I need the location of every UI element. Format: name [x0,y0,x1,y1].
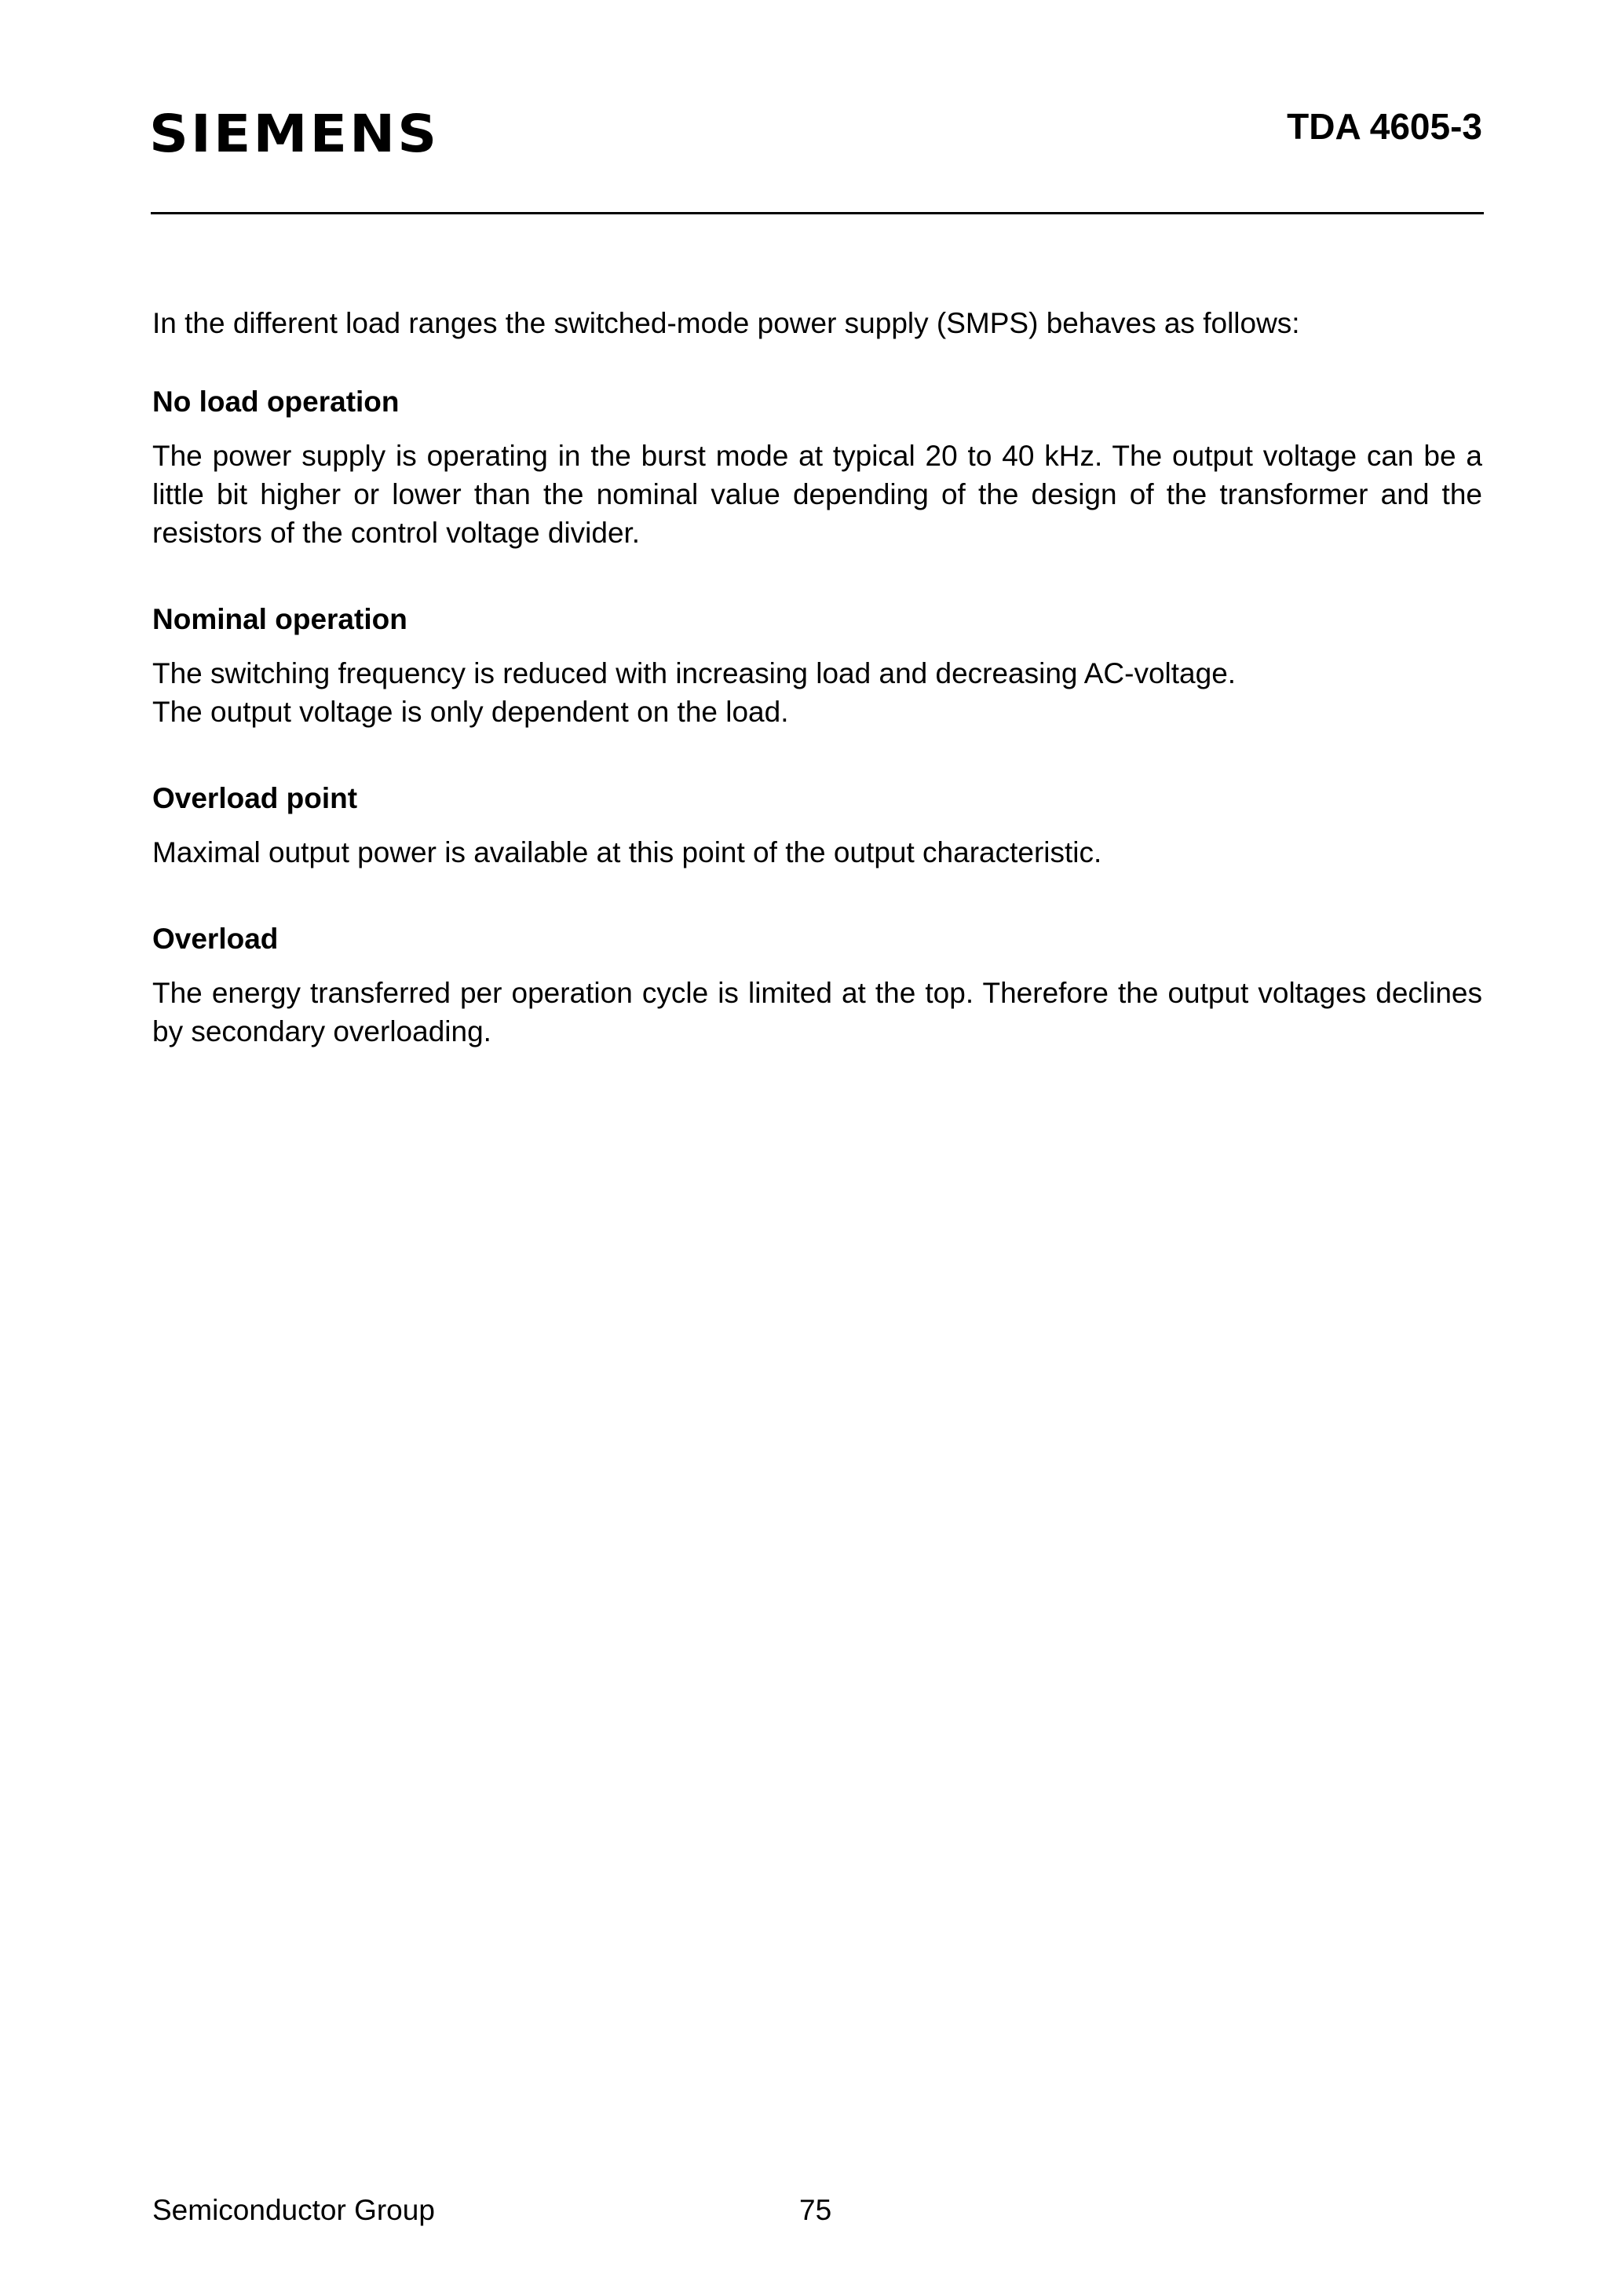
section-heading: Overload point [152,782,358,814]
section-body [152,654,1482,731]
section-body: Maximal output power is available at this point of the output characteristic. [152,836,1102,868]
section-nominal-operation [152,601,1482,731]
siemens-logo: SIEMENS [149,104,440,164]
section-no-load-operation [152,383,1482,552]
body-line: The switching frequency is reduced with increasing load and decreasing AC-voltage. [152,657,1237,689]
section-heading: Nominal operation [152,603,407,635]
body-line: The output voltage is only dependent on the load. [152,696,789,728]
document-id: TDA 4605-3 [1287,106,1482,147]
section-body: The energy transferred per operation cycle is limited at the top. Therefore the output voltages declines by secondary overloading. [152,977,1482,1047]
section-heading: Overload [152,923,279,955]
section-body: The power supply is operating in the burst mode at typical 20 to 40 kHz. The output voltage can be a little bit higher or lower than the nominal value depending of the design of the transformer and the resistors of the control voltage divider. [152,440,1482,549]
header-divider [151,212,1484,214]
section-heading: No load operation [152,386,400,418]
section-overload [152,920,1482,1051]
section-overload-point [152,780,1482,872]
intro-paragraph: In the different load ranges the switched-mode power supply (SMPS) behaves as follows: [152,307,1300,339]
footer-publisher: Semiconductor Group [152,2194,435,2226]
page-number: 75 [799,2194,832,2226]
page-content [152,305,1482,1099]
